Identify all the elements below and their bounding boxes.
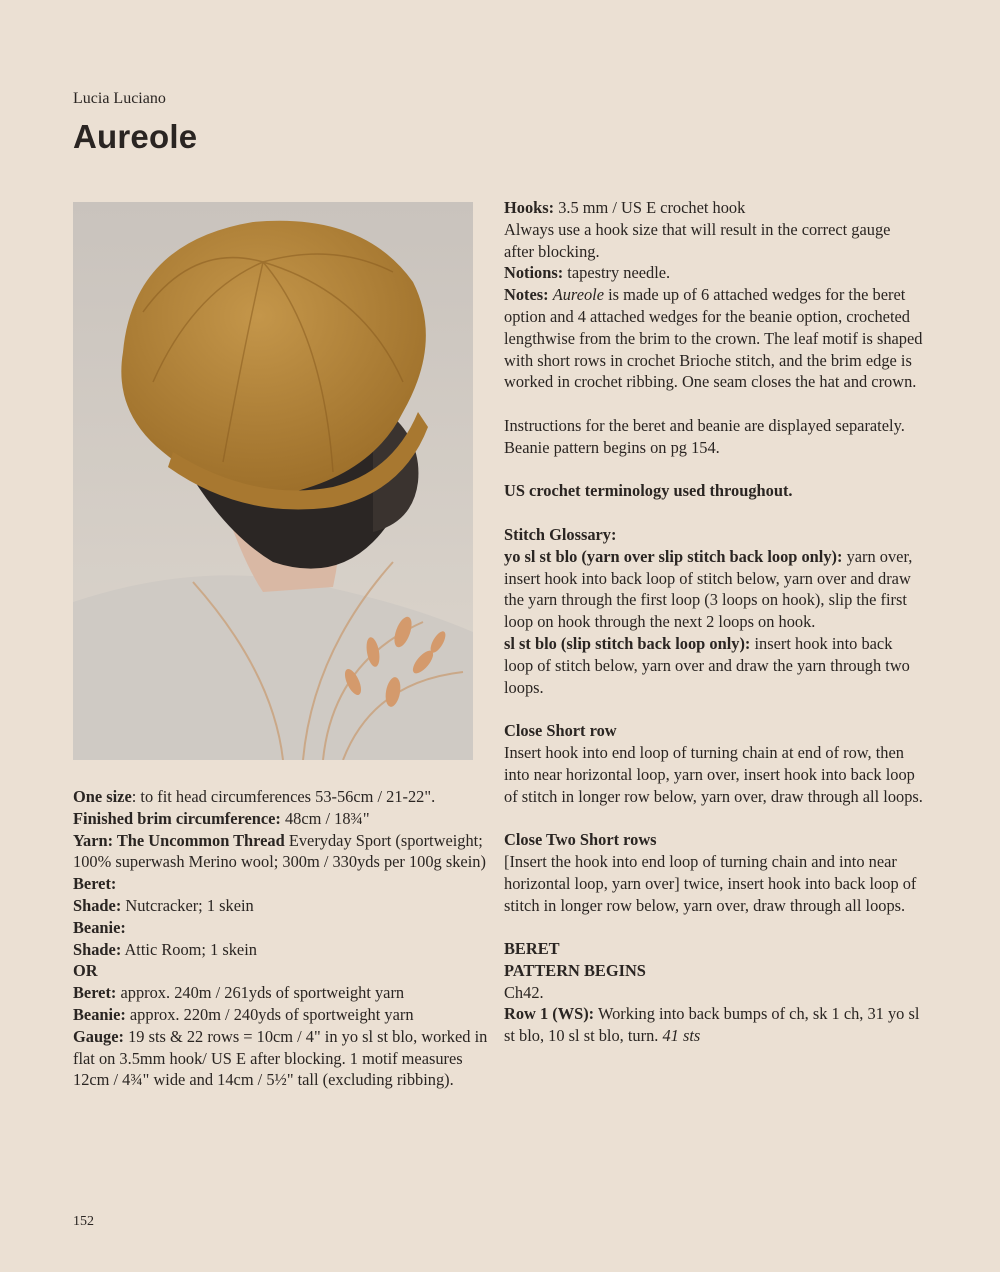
left-column xyxy=(73,786,493,1091)
page-number: 152 xyxy=(73,1214,94,1229)
close-short-row-heading: Close Short row xyxy=(504,721,617,741)
close-two-short-rows-heading: Close Two Short rows xyxy=(504,830,657,850)
beanie-heading: Beanie: xyxy=(73,917,126,937)
chain-instruction: Ch42. xyxy=(504,982,544,1002)
beret-amount-line: Beret: approx. 240m / 261yds of sportweight yarn xyxy=(73,983,405,1003)
notes-line: Notes: Aureole is made up of 6 attached wedges for the beret option and 4 attached wedges for the beanie option, crocheted lengthwise from the brim to the crown. The leaf motif is shaped with short rows in crochet Brioche stitch, and the brim edge is worked in crochet ribbing. One seam closes the hat and crown. xyxy=(504,285,923,392)
knitted-beret-photo xyxy=(73,202,473,760)
beret-heading: Beret: xyxy=(73,874,117,894)
page-title: Aureole xyxy=(73,118,198,155)
close-two-short-rows-text: [Insert the hook into end loop of turning chain and into near horizontal loop, yarn over] twice, insert hook into back loop of stitch in longer row below, yarn over, draw through all loops. xyxy=(504,851,917,915)
beret-section-heading: BERET xyxy=(504,939,560,959)
glossary-heading: Stitch Glossary: xyxy=(504,524,617,544)
yo-sl-st-blo-entry: yo sl st blo (yarn over slip stitch back loop only): yarn over, insert hook into back loop of stitch below, yarn over and draw the yarn through the first loop (3 loops on hook), slip the first loop on hook through the next 2 loops on hook. xyxy=(504,546,913,632)
beanie-amount-line: Beanie: approx. 220m / 240yds of sportweight yarn xyxy=(73,1004,414,1024)
shade-beanie-line: Shade: Attic Room; 1 skein xyxy=(73,939,257,959)
author-name: Lucia Luciano xyxy=(73,90,166,107)
gauge-line: Gauge: 19 sts & 22 rows = 10cm / 4" in yo sl st blo, worked in flat on 3.5mm hook/ US E after blocking. 1 motif measures 12cm / 4¾" wide and 14cm / 5½" tall (excluding ribbing). xyxy=(73,1026,488,1090)
hooks-note: Always use a hook size that will result in the correct gauge after blocking. xyxy=(504,219,891,261)
shade-beret-line: Shade: Nutcracker; 1 skein xyxy=(73,895,254,915)
yarn-line: Yarn: The Uncommon Thread Everyday Sport (sportweight; 100% superwash Merino wool; 300m / 330yds per 100g skein) xyxy=(73,830,486,872)
terminology-note: US crochet terminology used throughout. xyxy=(504,481,793,501)
hooks-line: Hooks: 3.5 mm / US E crochet hook xyxy=(504,198,746,217)
notions-line: Notions: tapestry needle. xyxy=(504,263,671,283)
right-column xyxy=(504,197,924,1047)
row-1-instruction: Row 1 (WS): Working into back bumps of ch, sk 1 ch, 31 yo sl st blo, 10 sl st blo, turn. 41 sts xyxy=(504,1004,920,1046)
pattern-begins-heading: PATTERN BEGINS xyxy=(504,960,646,980)
one-size-line: One size: to fit head circumferences 53-56cm / 21-22". xyxy=(73,787,436,806)
instructions-text: Instructions for the beret and beanie are displayed separately. Beanie pattern begins on pg 154. xyxy=(504,415,905,457)
close-short-row-text: Insert hook into end loop of turning chain at end of row, then into near horizontal loop, yarn over, insert hook into back loop of stitch in longer row below, yarn over, draw through all loops. xyxy=(504,742,923,806)
sl-st-blo-entry: sl st blo (slip stitch back loop only): insert hook into back loop of stitch below, yarn over and draw the yarn through two loops. xyxy=(504,633,910,697)
or-line: OR xyxy=(73,961,98,981)
brim-line: Finished brim circumference: 48cm / 18¾" xyxy=(73,808,370,828)
